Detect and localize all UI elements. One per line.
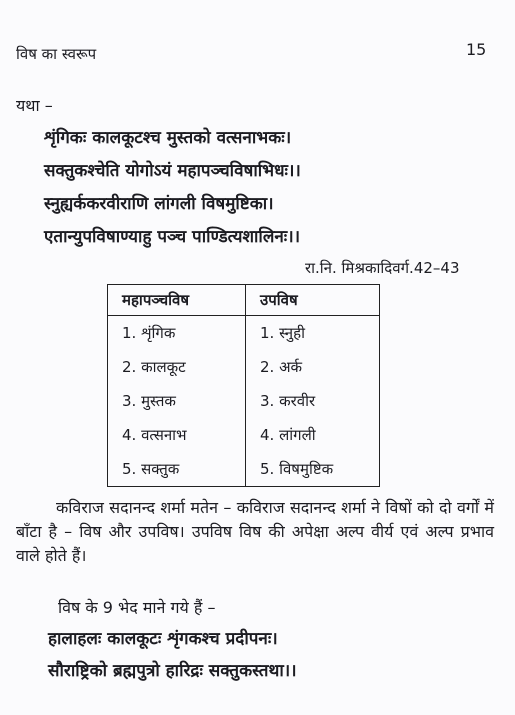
verse-line: हालाहलः कालकूटः शृंगकश्च प्रदीपनः। <box>48 629 278 649</box>
table-row <box>108 384 380 418</box>
table-cell: 4. वत्सनाभ <box>108 418 246 452</box>
chapter-title: विष का स्वरूप <box>16 45 97 63</box>
table-cell: 2. अर्क <box>246 350 380 384</box>
page-number: 15 <box>466 40 487 59</box>
table-cell: 3. करवीर <box>246 384 380 418</box>
table-cell: 1. शृंगिक <box>108 316 246 351</box>
intro-text: यथा – <box>16 96 53 115</box>
table-row <box>108 418 380 452</box>
verse-line: सक्तुकश्चेति योगोऽयं महापञ्चविषाभिधः।। <box>44 161 301 181</box>
table-cell: 5. विषमुष्टिक <box>246 452 380 487</box>
table-row <box>108 452 380 487</box>
verse-line: स्नुह्यर्ककरवीराणि लांगली विषमुष्टिका। <box>44 194 274 214</box>
body-paragraph: विष के 9 भेद माने गये हैं – <box>58 598 216 617</box>
verse-line: शृंगिकः कालकूटश्च मुस्तको वत्सनाभकः। <box>44 128 292 148</box>
table-cell: 3. मुस्तक <box>108 384 246 418</box>
body-paragraph: कविराज सदानन्द शर्मा मतेन – कविराज सदानन्द शर्मा ने विषों को दो वर्गों में बाँटा है – विष और उपविष। उपविष विष की अपेक्षा अल्प वीर्य एवं अल्प प्रभाव वाले होते हैं। <box>16 498 494 565</box>
verse-line: सौराष्ट्रिको ब्रह्मपुत्रो हारिद्रः सक्तुकस्तथा।। <box>48 661 297 681</box>
column-header: महापञ्चविष <box>108 285 246 316</box>
table-cell: 4. लांगली <box>246 418 380 452</box>
column-header: उपविष <box>246 285 380 316</box>
source-reference: रा.नि. मिश्रकादिवर्ग.42–43 <box>305 259 460 277</box>
table-cell: 2. कालकूट <box>108 350 246 384</box>
table-cell: 5. सक्तुक <box>108 452 246 487</box>
table-row <box>108 316 380 351</box>
verse-line: एतान्युपविषाण्याहु पञ्च पाण्डित्यशालिनः।। <box>44 227 301 247</box>
poison-table <box>107 284 380 487</box>
table-cell: 1. स्नुही <box>246 316 380 351</box>
table-header-row <box>108 285 380 316</box>
table-row <box>108 350 380 384</box>
